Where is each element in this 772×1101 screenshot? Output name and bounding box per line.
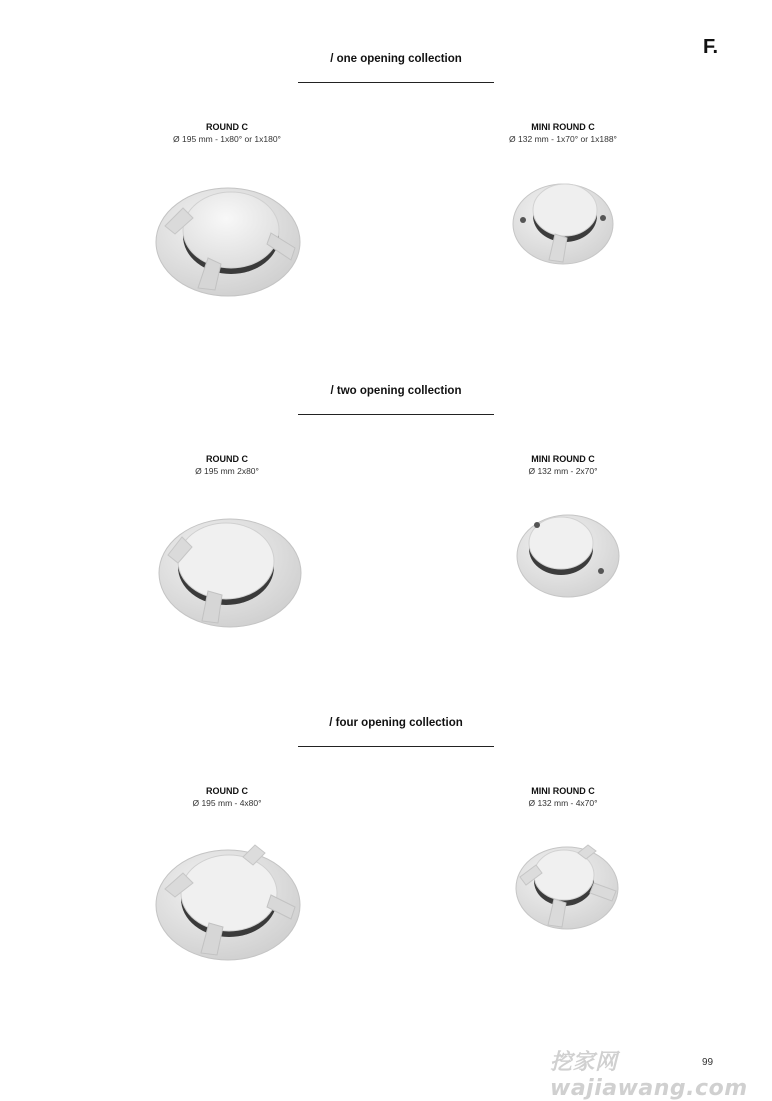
brand-logo: F.	[703, 36, 718, 58]
product-spec: Ø 195 mm - 1x80° or 1x180°	[173, 134, 281, 144]
product-spec: Ø 132 mm - 1x70° or 1x188°	[509, 134, 617, 144]
product-name: ROUND C	[206, 122, 248, 132]
section-title-one-opening: / one opening collection	[330, 53, 462, 65]
section-divider	[298, 414, 494, 415]
page-number: 99	[702, 1057, 714, 1068]
round-c-lamp-image	[153, 178, 303, 300]
product-spec: Ø 195 mm - 4x80°	[192, 798, 262, 808]
product-name: ROUND C	[206, 454, 248, 464]
product-name: MINI ROUND C	[531, 122, 595, 132]
product-spec: Ø 132 mm - 4x70°	[528, 798, 598, 808]
product-spec: Ø 195 mm 2x80°	[195, 466, 259, 476]
product-name: MINI ROUND C	[531, 454, 595, 464]
mini-round-c-lamp-image	[511, 180, 615, 268]
round-c-lamp-image	[156, 511, 304, 631]
product-name: ROUND C	[206, 786, 248, 796]
round-c-lamp-image	[153, 843, 303, 965]
section-divider	[298, 746, 494, 747]
product-name: MINI ROUND C	[531, 786, 595, 796]
section-title-four-opening: / four opening collection	[329, 717, 463, 729]
watermark-text: 挖家网 wajiawang.com	[550, 1050, 748, 1101]
product-spec: Ø 132 mm - 2x70°	[528, 466, 598, 476]
mini-round-c-lamp-image	[514, 843, 620, 933]
section-divider	[298, 82, 494, 83]
mini-round-c-lamp-image	[515, 511, 621, 601]
section-title-two-opening: / two opening collection	[330, 385, 462, 397]
